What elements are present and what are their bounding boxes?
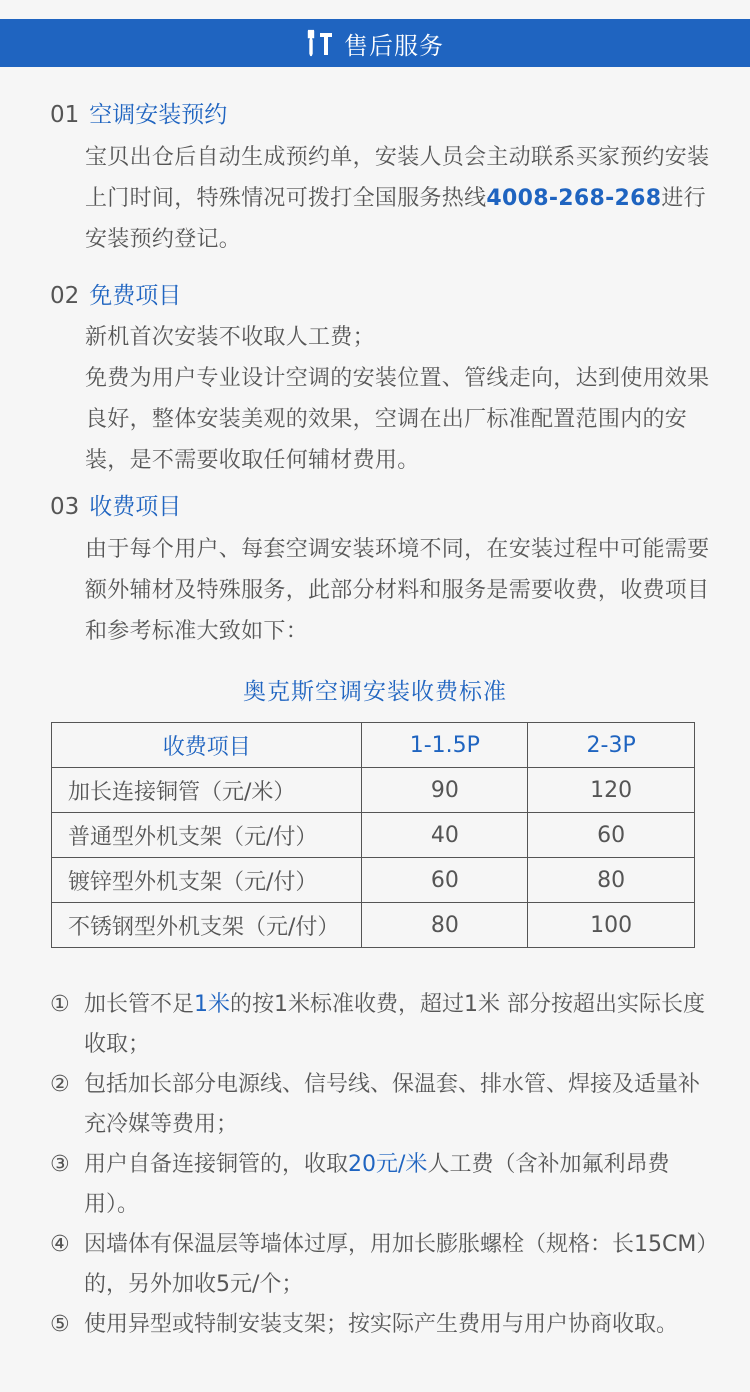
table-row — [52, 903, 695, 948]
fee-value: 120 — [528, 768, 695, 813]
fee-item: 不锈钢型外机支架（元/付） — [52, 903, 362, 948]
note-marker: ⑤ — [50, 1312, 70, 1337]
note-text-part: 的按1米标准收费，超过1米 部分按超出实际长度收取； — [84, 992, 706, 1057]
note-item — [50, 1225, 710, 1305]
note-text: 因墙体有保温层等墙体过厚，用加长膨胀螺栓（规格：长15CM）的，另外加收5元/个； — [84, 1232, 708, 1297]
note-text: 包括加长部分电源线、信号线、保温套、排水管、焊接及适量补充冷媒等费用； — [84, 1072, 701, 1137]
section-install-appointment — [50, 100, 710, 260]
note-text — [84, 1145, 710, 1225]
notes-list — [50, 985, 710, 1345]
section-number: 02 — [50, 283, 80, 309]
table-row — [52, 813, 695, 858]
col-header-item: 收费项目 — [52, 723, 362, 768]
section-title — [50, 492, 710, 522]
note-item — [50, 1305, 710, 1345]
section-number: 03 — [50, 494, 80, 520]
fee-value: 80 — [362, 903, 528, 948]
section-paragraph — [85, 137, 710, 260]
section-paragraph: 免费为用户专业设计空调的安装位置、管线走向，达到使用效果良好，整体安装美观的效果，空调在出厂标准配置范围内的安装，是不需要收取任何辅材费用。 — [85, 366, 710, 473]
section-name: 收费项目 — [89, 494, 182, 520]
note-text: 使用异型或特制安装支架；按实际产生费用与用户协商收取。 — [84, 1312, 679, 1337]
section-title — [50, 100, 710, 130]
table-title: 奥克斯空调安装收费标准 — [243, 679, 507, 705]
section-title — [50, 281, 710, 311]
tools-icon — [306, 29, 336, 57]
service-hotline: 4008-268-268 — [486, 186, 662, 211]
note-text-part: 人工费（含补加氟利昂费用）。 — [84, 1152, 670, 1217]
note-item — [50, 1145, 710, 1225]
fee-value: 100 — [528, 903, 695, 948]
col-header-small: 1-1.5P — [362, 723, 528, 768]
fee-value: 40 — [362, 813, 528, 858]
note-text — [84, 985, 710, 1065]
note-marker: ② — [50, 1072, 70, 1097]
note-text-part: 加长管不足 — [84, 992, 195, 1017]
note-marker: ④ — [50, 1232, 70, 1257]
note-marker: ③ — [50, 1152, 70, 1177]
section-free-items — [50, 281, 710, 481]
section-paragraph: 由于每个用户、每套空调安装环境不同，在安装过程中可能需要额外辅材及特殊服务，此部分材料和服务是需要收费，收费项目和参考标准大致如下： — [85, 537, 710, 644]
section-name: 空调安装预约 — [89, 102, 228, 128]
fee-value: 60 — [362, 858, 528, 903]
note-highlight: 20元/米 — [348, 1152, 428, 1177]
paragraph-text-end: 进行安装预约登记。 — [85, 186, 706, 252]
section-header — [0, 19, 750, 67]
fee-value: 90 — [362, 768, 528, 813]
header-title: 售后服务 — [344, 31, 444, 60]
table-row — [52, 858, 695, 903]
table-header-row — [52, 723, 695, 768]
paragraph-text: 宝贝出仓后自动生成预约单，安装人员会主动联系买家预约安装上门时间，特殊情况可拨打全国服务热线 — [85, 145, 710, 211]
note-item — [50, 1065, 710, 1145]
fee-item: 加长连接铜管（元/米） — [52, 768, 362, 813]
fee-item: 镀锌型外机支架（元/付） — [52, 858, 362, 903]
note-marker: ① — [50, 992, 70, 1017]
note-highlight: 1米 — [194, 992, 231, 1017]
fee-item: 普通型外机支架（元/付） — [52, 813, 362, 858]
section-paragraph: 新机首次安装不收取人工费； — [85, 325, 375, 350]
fee-table — [51, 722, 695, 948]
section-number: 01 — [50, 102, 80, 128]
fee-value: 60 — [528, 813, 695, 858]
section-name: 免费项目 — [89, 283, 182, 309]
table-row — [52, 768, 695, 813]
section-charged-items — [50, 492, 710, 652]
note-text-part: 用户自备连接铜管的，收取 — [84, 1152, 349, 1177]
note-item — [50, 985, 710, 1065]
col-header-large: 2-3P — [528, 723, 695, 768]
fee-value: 80 — [528, 858, 695, 903]
